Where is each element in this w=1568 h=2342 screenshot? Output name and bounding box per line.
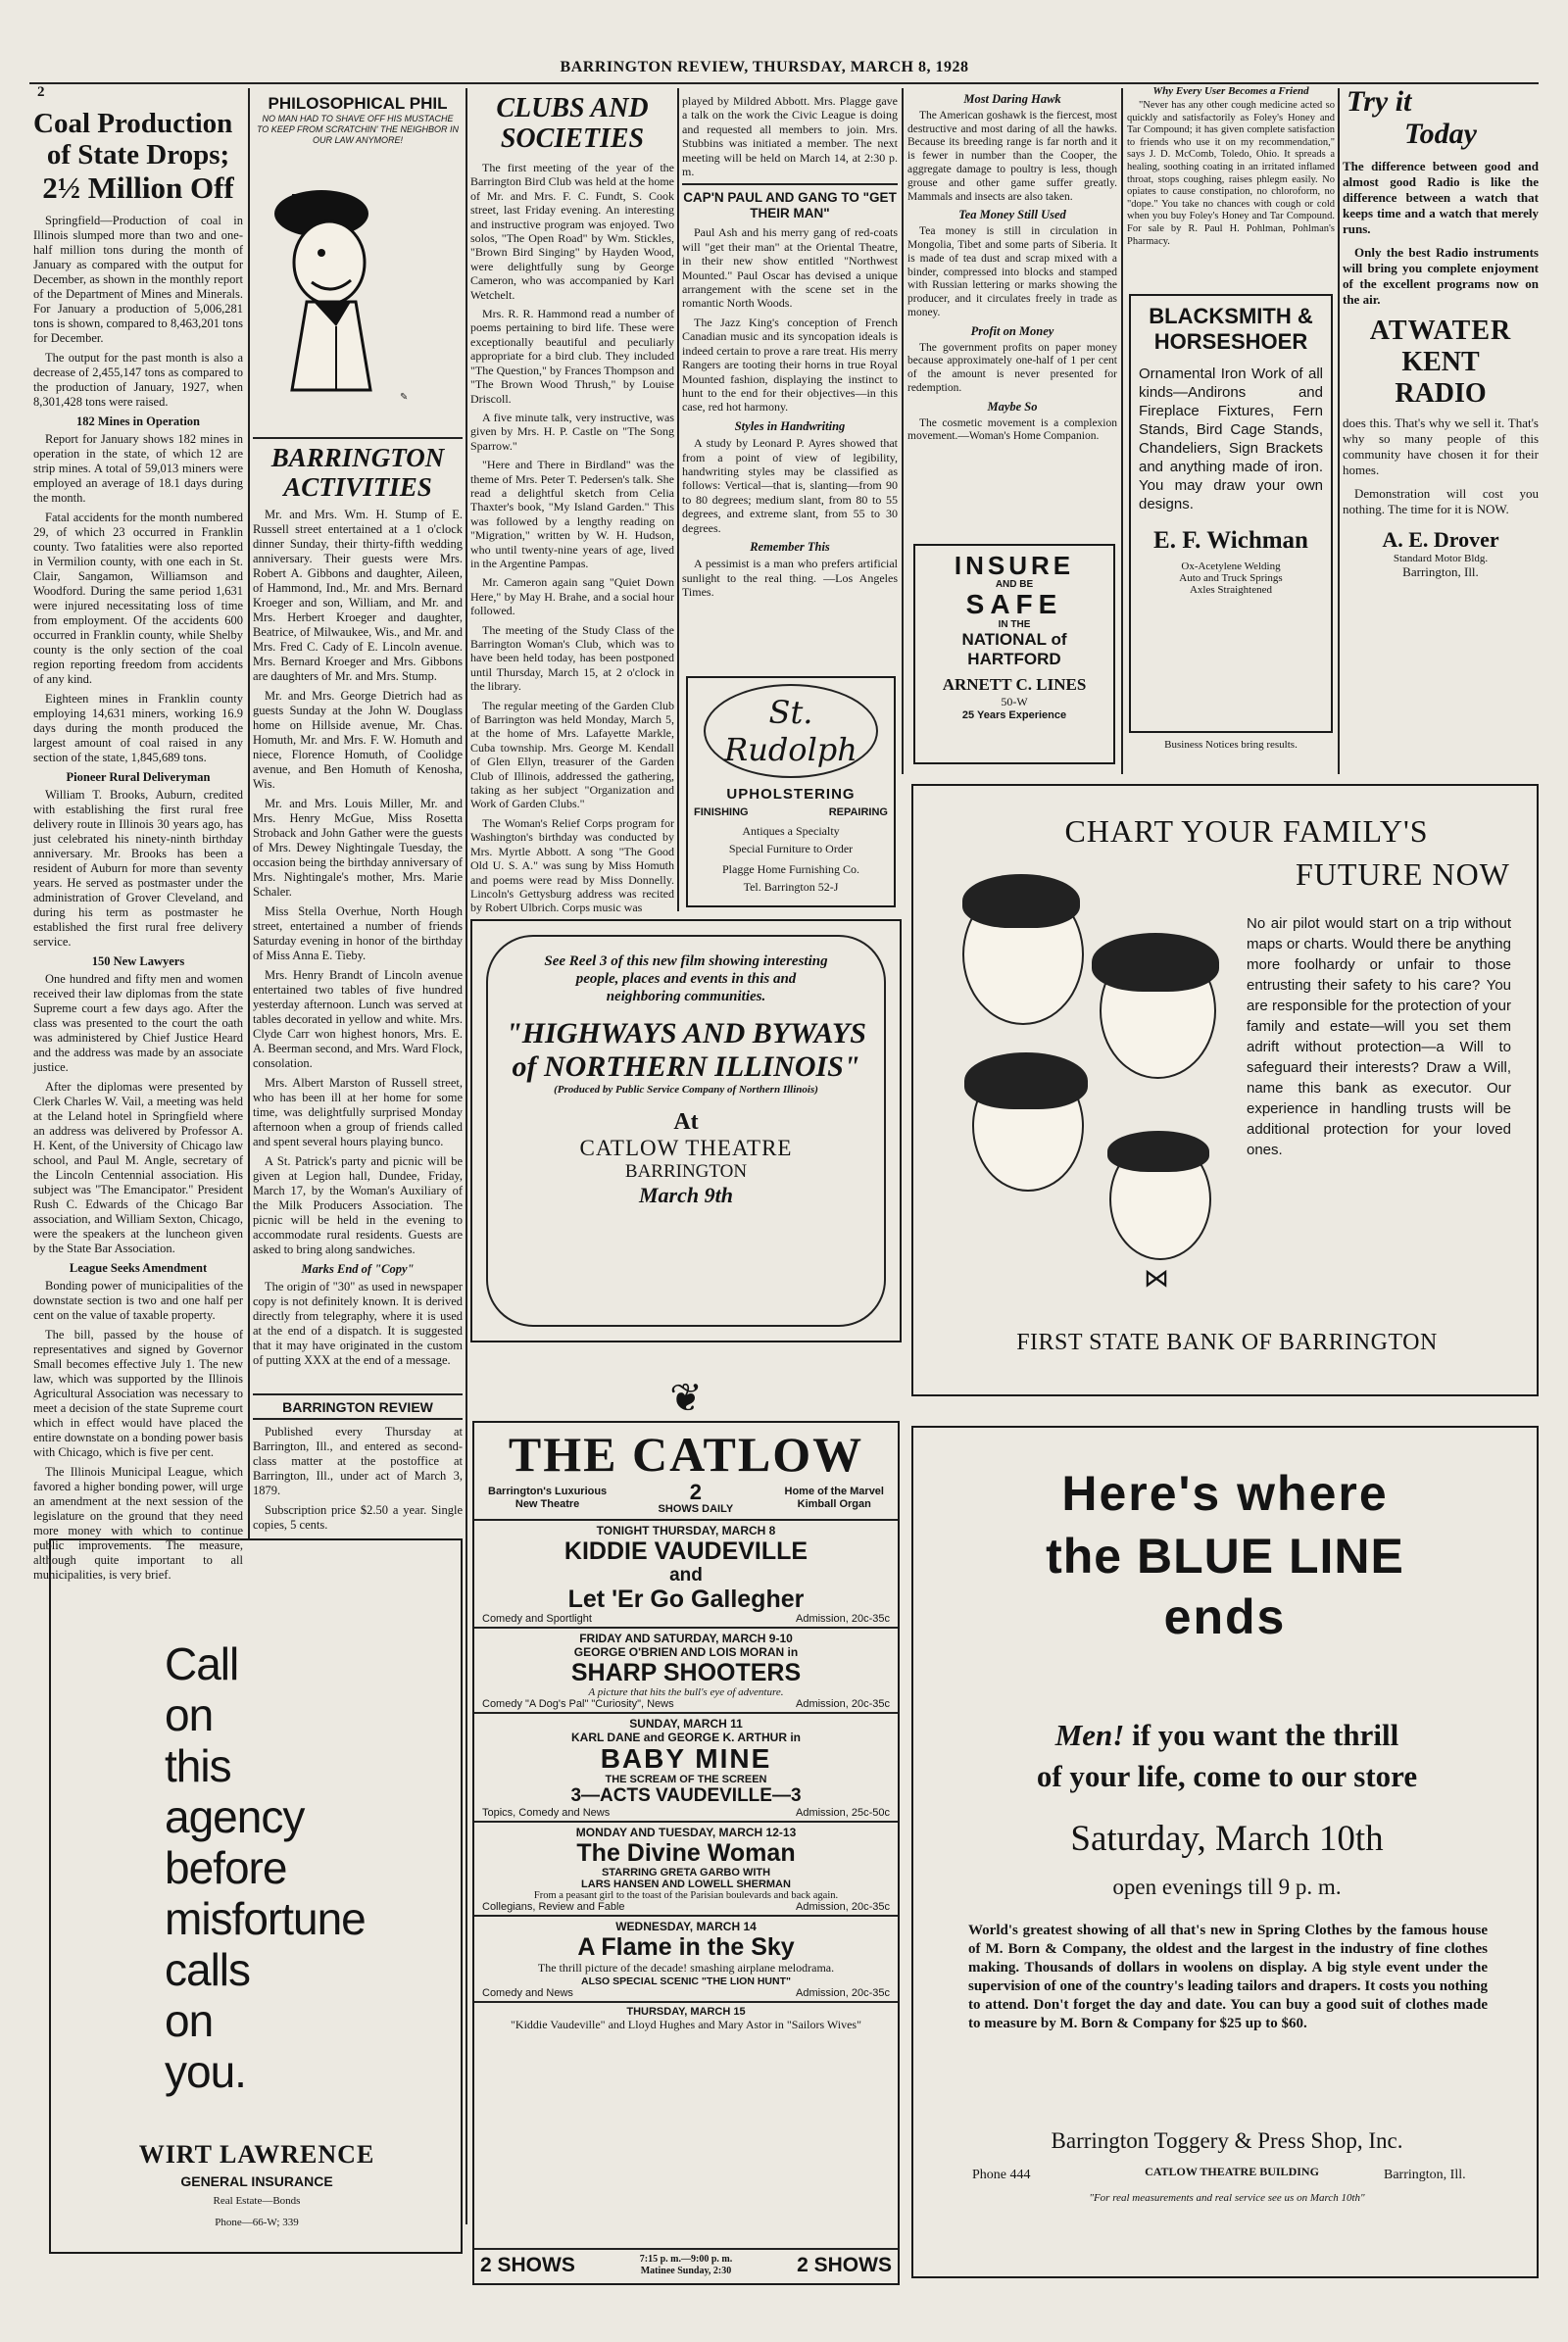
bank-name: FIRST STATE BANK OF BARRINGTON [1016, 1330, 1438, 1355]
insure-line: INSURE [954, 551, 1075, 580]
civic-league-continued [682, 94, 898, 178]
blueline-store-call: of your life, come to our store [1036, 1759, 1418, 1793]
atwater-brand-3: RADIO [1395, 378, 1487, 409]
philosophical-phil [253, 94, 463, 432]
atwater-brand-1: ATWATER [1369, 316, 1512, 346]
insure-line: IN THE [998, 619, 1031, 630]
program-date: MONDAY AND TUESDAY, MARCH 12-13 [575, 1826, 797, 1839]
column-4-articles [682, 94, 898, 672]
program-extras: Comedy and News [482, 1987, 573, 1999]
program-title: Let 'Er Go Gallegher [567, 1586, 805, 1613]
slogan-word: this [165, 1740, 231, 1791]
subheading: Marks End of "Copy" [301, 1262, 415, 1276]
coal-headline-3: 2½ Million Off [42, 171, 234, 205]
highways-intro: See Reel 3 of this new film showing interesting people, places and events in this and neighboring communities. [544, 953, 828, 1004]
foleys-article [1127, 82, 1335, 288]
paragraph: The origin of "30" as used in newspaper copy is not definitely known. It is derived directly from telegraphy, where it is used at the end of a dispatch. It is suggested that it may have originated in the custom of putting XXX at the end of a message. [253, 1280, 463, 1367]
clubs-title-1: CLUBS AND [496, 93, 649, 123]
paragraph: The government profits on paper money because approximately one-half of 1 per cent of the amount is never presented for redemption. [907, 341, 1117, 394]
insure-agent: ARNETT C. LINES [942, 675, 1087, 694]
paragraph: played by Mildred Abbott. Mrs. Plagge gave a talk on the work the Civic League is doing and requested all members to join. Mrs. Stubbins was initiated a member. The next meeting will be held on March 14, at 2:30 p. m. [682, 94, 898, 179]
paragraph: Mrs. Albert Marston of Russell street, who has been ill at her home for some time, was delightfully surprised Monday afternoon when a group of friends called and spent several hours playing bunco. [253, 1076, 463, 1148]
paragraph: Subscription price $2.50 a year. Single copies, 5 cents. [253, 1503, 463, 1532]
blacksmith-title-1: BLACKSMITH & [1149, 304, 1313, 328]
blacksmith-ad [1129, 294, 1333, 733]
bank-title-2: FUTURE NOW [1296, 856, 1510, 892]
subheading: Most Daring Hawk [963, 92, 1061, 106]
program-admission: Admission, 20c-35c [796, 1698, 890, 1710]
subheading: Profit on Money [970, 323, 1054, 338]
rudolph-title: UPHOLSTERING [726, 786, 856, 803]
program-stars: LARS HANSEN AND LOWELL SHERMAN [581, 1878, 791, 1890]
phil-quote-3: OUR LAW ANYMORE! [312, 135, 403, 145]
father-hair [962, 874, 1080, 928]
column-rule [677, 88, 679, 911]
blueline-town: Barrington, Ill. [1384, 2168, 1466, 2182]
paragraph: Report for January shows 182 mines in operation in the state, of which 12 are strip mines. A total of 59,013 miners were employed an average of 18.1 days during the month. [33, 432, 243, 505]
catlow-footer-matinee: Matinee Sunday, 2:30 [640, 2266, 732, 2276]
program-admission: Admission, 25c-50c [796, 1807, 890, 1819]
bowtie-icon: ⋈ [1144, 1264, 1169, 1293]
barrington-activities [253, 443, 463, 1389]
blacksmith-line: Ox-Acetylene Welding [1181, 561, 1281, 572]
wirt-line: Real Estate—Bonds [213, 2195, 301, 2207]
subheading: 182 Mines in Operation [75, 415, 201, 428]
highways-town: BARRINGTON [624, 1161, 748, 1182]
slogan-word: Call [165, 1638, 239, 1689]
subheading: 150 New Lawyers [91, 954, 185, 968]
slogan-word: misfortune [165, 1893, 366, 1944]
paragraph: The meeting of the Study Class of the Barrington Woman's Club, which was to have been held today, has been postponed until Thursday, March 15, at 2 o'clock in the library. [470, 622, 674, 694]
clubs-body [470, 161, 674, 915]
wirt-lawrence-ad [49, 1538, 463, 2254]
program-title: BABY MINE [600, 1743, 772, 1774]
page-number: 2 [37, 84, 45, 100]
program-title: The Divine Woman [576, 1839, 796, 1867]
program-title: KIDDIE VAUDEVILLE [564, 1537, 808, 1565]
paragraph: A pessimist is a man who prefers artificial sunlight to the real thing. —Los Angeles Times. [682, 557, 898, 600]
highways-title-2: of NORTHERN ILLINOIS" [512, 1050, 860, 1083]
program-admission: Admission, 20c-35c [796, 1901, 890, 1913]
column-rule [1338, 88, 1340, 774]
paragraph: One hundred and fifty men and women received their law diplomas from the state Supreme court a few days ago. After the class was presented to the court the oath was administered by Chief Justice Heard and the address was made by an associate justice. [33, 972, 243, 1074]
program-title: and [669, 1565, 703, 1586]
blacksmith-name: E. F. Wichman [1153, 527, 1308, 554]
paragraph: A St. Patrick's party and picnic will be given at Legion hall, Dundee, Friday, March 17, by the Woman's Auxiliary of the Milk Producers Association. The picnic will be held in the evening to accommodate rural residents. Guests are asked to bring along sandwiches. [253, 1154, 463, 1256]
paragraph: "Never has any other cough medicine acted so quickly and satisfactorily as Foley's Honey and Tar Compound; it has given complete satisfaction to friends who use it on my recommendation," says J. D. McComb, Toledo, Ohio. It spreads a healing, soothing coating in an irritated inflamed throat, stops coughing, raises phlegm easily. No opiates to cause constipation, no chloroform, no "dope." You take no chances with cough or cold when you buy Foley's Honey and Tar Compound. For sale by R. Paul H. Pohlman, Pohlman's Pharmacy. [1127, 100, 1335, 247]
catlow-ornament: ❦ [669, 1376, 703, 1420]
rudolph-repairing: REPAIRING [828, 806, 888, 818]
subheading: League Seeks Amendment [69, 1261, 208, 1275]
wirt-line: GENERAL INSURANCE [180, 2173, 333, 2189]
subheading: Styles in Handwriting [734, 418, 846, 433]
highways-byways-ad [470, 919, 902, 1342]
column-5-body [907, 93, 1117, 444]
blueline-text: World's greatest showing of all that's new in Spring Clothes by the famous house of M. Born & Company, the oldest and the largest in the industry of fine clothes making. Thousands of dollars in woolens on display. A big style event under the supervision of one of the country's leading tailors and drapers. It costs you nothing to attend. Don't forget the day and date. You can buy a good suit of clothes made to measure by M. Born & Company for $25 up to $60. [968, 1923, 1488, 2031]
atwater-dealer-line: Standard Motor Bldg. [1393, 553, 1489, 564]
paragraph: The Jazz King's conception of French Canadian music and its syncopation ideals is indeed certain to prove a rare treat. His merry Rangers are tooting their horns in true Royal Mounted fashion, displaying the instinct to hunt to the end for their objectives—in this case, red hot harmony. [682, 315, 898, 415]
catlow-program-item [474, 1821, 898, 1915]
bank-title-1: CHART YOUR FAMILY'S [1064, 813, 1429, 849]
slogan-word: before [165, 1842, 287, 1893]
atwater-try-2: Today [1404, 118, 1477, 150]
paragraph: Published every Thursday at Barrington, Ill., and entered as second-class matter at the postoffice at Barrington, Ill., under act of March 3, 1879. [253, 1425, 463, 1497]
column-rule [466, 88, 467, 2224]
paragraph: The bill, passed by the house of representatives and signed by Governor Small becomes effective July 1. The new law, which was supported by the Illinois Agricultural Association was necessary to meet a decision of the state Supreme court which in effect would have placed the entire downstate on a bonding power basis with Chicago, which is five per cent. [33, 1328, 243, 1459]
catlow-left-line: New Theatre [514, 1498, 580, 1510]
clubs-title-2: SOCIETIES [500, 123, 645, 154]
program-extras: Comedy "A Dog's Pal" "Curiosity", News [482, 1698, 674, 1710]
blueline-title-1: Here's where [1061, 1466, 1389, 1521]
blueline-phone: Phone 444 [972, 2168, 1031, 2182]
paragraph: The output for the past month is also a decrease of 2,455,147 tons as compared to the production of January, 1927, when 8,301,428 tons were raised. [33, 351, 243, 409]
blueline-men: Men! [1054, 1718, 1125, 1752]
insure-line: HARTFORD [967, 650, 1061, 668]
rudolph-line: Antiques a Specialty [742, 824, 840, 838]
paragraph: Bonding power of municipalities of the downstate section is two and one half per cent on the value of taxable property. [33, 1279, 243, 1322]
atwater-text-4: Demonstration will cost you nothing. The time for it is NOW. [1343, 486, 1539, 516]
blacksmith-line: Auto and Truck Springs [1179, 572, 1283, 584]
catlow-shows-daily: SHOWS DAILY [658, 1503, 734, 1515]
program-date: FRIDAY AND SATURDAY, MARCH 9-10 [579, 1632, 793, 1645]
clubs-and-societies [470, 93, 674, 915]
program-tagline: A picture that hits the bull's eye of adventure. [588, 1686, 784, 1698]
highways-produced: (Produced by Public Service Company of Northern Illinois) [554, 1084, 818, 1096]
svg-text:✎: ✎ [400, 392, 409, 403]
atwater-brand-2: KENT [1401, 347, 1480, 377]
blueline-thrill: if you want the thrill [1132, 1718, 1399, 1752]
highways-at: At [673, 1109, 699, 1135]
catlow-footer-shows: 2 SHOWS [480, 2254, 575, 2276]
catlow-theatre-ad [472, 1421, 900, 2285]
coal-headline-1: Coal Production [33, 108, 233, 139]
catlow-footer-shows: 2 SHOWS [797, 2254, 892, 2276]
program-extras: Collegians, Review and Fable [482, 1901, 625, 1913]
coal-headline-2: of State Drops; [46, 139, 230, 171]
blueline-store: Barrington Toggery & Press Shop, Inc. [1051, 2128, 1403, 2153]
program-stars: KARL DANE and GEORGE K. ARTHUR in [570, 1731, 801, 1744]
slogan-word: calls [165, 1944, 251, 1995]
paragraph: Eighteen mines in Franklin county employing 14,631 miners, working 16.9 days during the month produced the largest amount of coal raised in any section of the state, 1,845,689 tons. [33, 692, 243, 764]
paragraph: The cosmetic movement is a complexion movement.—Woman's Home Companion. [907, 416, 1117, 443]
blacksmith-title-2: HORSESHOER [1153, 329, 1308, 354]
column-rule [248, 88, 250, 1538]
subheading: Why Every User Becomes a Friend [1152, 85, 1309, 97]
paragraph: Mr. Cameron again sang "Quiet Down Here," by May H. Brahe, and a social hour followed. [470, 575, 674, 618]
paragraph: Mr. and Mrs. Wm. H. Stump of E. Russell street entertained at a 1 o'clock dinner Sunday, their thirty-fifth wedding anniversary. Their guests were Mrs. Robert A. Gibbons and daughter, Aileen, of Hammond, Ind., Mr. and Mrs. Bernard Kroeger and son, William, and Mr. and Mrs. Herbert Kroeger and daughter, Beatrice, of Milwaukee, Wis., and Mr. and Mrs. Fred C. Cady of E. Lincoln avenue. Mrs. Bernard Kroeger and Mrs. Gibbons are daughters of Mr. and Mrs. Stump. [253, 508, 463, 683]
phil-cartoon-illustration [253, 155, 463, 419]
coal-article [33, 108, 243, 1582]
program-extras: Comedy and Sportlight [482, 1613, 592, 1625]
son-hair [1107, 1131, 1209, 1172]
business-notices: Business Notices bring results. [1164, 739, 1298, 751]
review-box [253, 1399, 463, 1537]
rudolph-upholstering-ad [686, 676, 896, 907]
section-rule [253, 437, 463, 439]
program-date: SUNDAY, MARCH 11 [629, 1717, 743, 1731]
highways-title-1: "HIGHWAYS AND BYWAYS [506, 1017, 866, 1049]
paragraph: Mr. and Mrs. George Dietrich had as guests Sunday at the John W. Douglass home on Hillside avenue, Mr. Chas. Homuth, Mr. and Mrs. F. W. Homuth and niece, Florence Homuth, of Coolidge avenue, and Ben Homuth of Kenosha, Wis. [253, 689, 463, 791]
rudolph-line: Tel. Barrington 52-J [743, 880, 839, 894]
catlow-shows-count: 2 [689, 1480, 702, 1504]
insure-ad [913, 544, 1115, 764]
program-stars: GEORGE O'BRIEN AND LOIS MORAN in [573, 1645, 799, 1659]
rudolph-script-logo: St. Rudolph [704, 684, 878, 778]
column-rule [902, 88, 904, 774]
atwater-dealer-line: Barrington, Ill. [1402, 564, 1479, 579]
program-title: SHARP SHOOTERS [570, 1659, 802, 1686]
paragraph: Paul Ash and his merry gang of red-coats will "get their man" at the Oriental Theatre, in their new show entitled "Northwest Mounted." Paul Oscar has devised a unique arrangement with the scene set in the romantic North Woods. [682, 225, 898, 311]
subheading: Pioneer Rural Deliveryman [66, 770, 211, 784]
highways-date: March 9th [639, 1183, 733, 1207]
program-admission: Admission, 20c-35c [796, 1987, 890, 1999]
atwater-text-1: The difference between good and almost good Radio is like the difference between a watch that keeps time and a watch that merely runs. [1343, 159, 1539, 236]
blueline-date: Saturday, March 10th [1070, 1819, 1384, 1859]
paragraph: A five minute talk, very instructive, was given by Mrs. H. P. Castle on "The Song Sparrow." [470, 410, 674, 453]
blueline-title-2: the BLUE LINE [1046, 1529, 1404, 1584]
bank-text: No air pilot would start on a trip without maps or charts. Would there be anything more foolhardy or unfair to those entrusting their safety to his care? You are responsible for the protection of your family and estate—will you set them adrift without protection—a Will to safeguard their interests? Draw a Will, name this bank as executor. Our experience in handling trusts will be additional protection for your loved ones. [1247, 915, 1511, 1158]
review-box-title: BARRINGTON REVIEW [253, 1399, 463, 1420]
slogan-word: on [165, 1995, 214, 2046]
daughter-hair [964, 1052, 1088, 1109]
wirt-slogan [165, 1638, 419, 2097]
program-tagline: THE SCREAM OF THE SCREEN [605, 1774, 767, 1785]
program-extra: ALSO SPECIAL SCENIC "THE LION HUNT" [581, 1976, 791, 1987]
activities-title-1: BARRINGTON [270, 443, 445, 472]
catlow-right-line: Kimball Organ [797, 1498, 871, 1510]
slogan-word: you. [165, 2046, 246, 2097]
activities-body [253, 508, 463, 1368]
paragraph: Springfield—Production of coal in Illinois slumped more than two and one-half million tons during the month of January as compared with the output for December, as shown in the monthly report of the Department of Mines and Minerals. For January a production of 5,006,281 tons is shown, compared to 8,463,201 tons for December. [33, 214, 243, 345]
paragraph: Miss Stella Overhue, North Hough street, entertained a number of friends Saturday evening in honor of the birthday of Miss Anna E. Tieby. [253, 904, 463, 962]
blue-line-ad [911, 1426, 1539, 2278]
atwater-dealer: A. E. Drover [1382, 527, 1499, 552]
paragraph: Mrs. R. R. Hammond read a number of poems pertaining to bird life. These were exceptionally beautiful and peculiarly appropriate for a bird club. They included "The Question," by Frances Thompson and "The Brown Wood Thrush," by Louise Driscoll. [470, 307, 674, 406]
program-extras: Topics, Comedy and News [482, 1807, 611, 1819]
program-stars: STARRING GRETA GARBO WITH [601, 1867, 771, 1878]
rudolph-finishing: FINISHING [694, 806, 749, 818]
insure-line: AND BE [995, 579, 1034, 590]
paragraph: The Illinois Municipal League, which favored a higher bonding power, will urge an amendment at the next session of the legislature on the ground that they need more money with which to continue public improvements. The measure, although quite important to all municipalities, is very brief. [33, 1465, 243, 1582]
program-date: WEDNESDAY, MARCH 14 [615, 1920, 757, 1933]
blueline-building: CATLOW THEATRE BUILDING [1145, 2165, 1319, 2178]
column-5-articles [907, 90, 1117, 541]
column-rule [1121, 88, 1123, 774]
blacksmith-text: Ornamental Iron Work of all kinds—Andirons and Fireplace Fixtures, Fern Stands, Bird Cage Stands, Chandeliers, Sign Brackets and anything made of iron. You may draw your own designs. [1139, 366, 1323, 512]
paragraph: "Here and There in Birdland" was the theme of Mrs. Peter T. Pedersen's talk. She read a delightful sketch from Celia Thaxter's book, "My Island Garden." This was followed by a lengthy reading on "Migration," written by W. H. Hudson, who until twenty-nine years of age, lived in the Argentine Pampas. [470, 458, 674, 570]
paragraph: The regular meeting of the Garden Club of Barrington was held Monday, March 5, at the home of Mrs. Lafayette Markle, Cuba township. Mrs. George M. Kendall of Glen Ellyn, treasurer of the Garden Club of Illinois, addressed the gathering, taking as her subject "Organization and Work of Garden Clubs." [470, 698, 674, 811]
review-box-text [253, 1425, 463, 1533]
paragraph: Fatal accidents for the month numbered 29, of which 23 occurred in Franklin county. Two fatalities were also reported in Vermilion county, with one each in St. Clair, Sangamon, Williamson and Woodford. During the same period 1,631 were injured necessitating loss of time from employment. Of the accidents 600 occurred in Franklin county, while Shelby county is the only section of the coal region reporting freedom from accidents of any kind. [33, 511, 243, 686]
mother-hair [1092, 933, 1219, 992]
blueline-title-3: ends [1163, 1589, 1287, 1644]
insure-phone: 50-W [1001, 695, 1028, 708]
catlow-program-item [474, 1712, 898, 1821]
insure-line: NATIONAL of [961, 630, 1067, 649]
wirt-name: WIRT LAWRENCE [138, 2140, 375, 2169]
capn-paul-headline: CAP'N PAUL AND GANG TO "GET THEIR MAN" [682, 183, 898, 221]
paragraph: Mrs. Henry Brandt of Lincoln avenue entertained two tables of five hundred yesterday afternoon. Lunch was served at tables decorated in yellow and white. Mrs. Clyde Carr won highest honors, Mrs. E. A. Beerman second, and Mrs. Ward Flock, consolation. [253, 968, 463, 1070]
insure-years: 25 Years Experience [961, 709, 1067, 721]
activities-title-2: ACTIVITIES [283, 472, 432, 502]
catlow-left-line: Barrington's Luxurious [488, 1486, 608, 1497]
family-portrait-illustration [933, 864, 1227, 1325]
phil-quote-1: NO MAN HAD TO SHAVE OFF HIS MUSTACHE [262, 114, 454, 123]
slogan-word: on [165, 1689, 214, 1740]
coal-body [33, 214, 243, 1583]
paragraph: The first meeting of the year of the Barrington Bird Club was held at the home of Mr. and Mrs. F. C. Fundt, S. Cook street, last Friday evening. An interesting and instructive program was enjoyed. Two solos, "The Open Road" by Wm. Stickles, "Brown Bird Singing" by Hayden Wood, were delightfully sung by George Cameron, who was accompanied by Karl Wetchelt. [470, 161, 674, 302]
catlow-right-line: Home of the Marvel [784, 1486, 884, 1497]
paragraph: After the diplomas were presented by Clerk Charles W. Vail, a meeting was held at the Leland hotel in Springfield where an address was delivered by Professor A. H. Kent, of the University of Chicago law school, and Paul M. Angle, secretary of the Lincoln Centennial association. His subject was "The Emancipator." President Rush C. Edwards of the Chicago Bar association, and William Sexton, Chicago, were the speakers at the luncheon given by the State Bar Association. [33, 1080, 243, 1255]
atwater-text-2: Only the best Radio instruments will bring you complete enjoyment of the excellent programs now on the air. [1343, 245, 1539, 307]
atwater-kent-ad [1343, 86, 1539, 772]
paragraph: Mr. and Mrs. Louis Miller, Mr. and Mrs. Henry McGue, Miss Rosetta Stroback and John Gather were the guests of Mrs. Dewey Nightingale Tuesday, the occasion being the birthday anniversary of Mrs. Nightingale's mother, Mrs. Marie Schaler. [253, 797, 463, 899]
catlow-footer-times: 7:15 p. m.—9:00 p. m. [639, 2254, 733, 2265]
catlow-title: THE CATLOW [508, 1427, 864, 1482]
program-tagline: From a peasant girl to the toast of the Parisian boulevards and back again. [533, 1890, 839, 1901]
masthead-title: BARRINGTON REVIEW, THURSDAY, MARCH 8, 1928 [560, 59, 969, 75]
paragraph: The American goshawk is the fiercest, most destructive and most daring of all the hawks. Because its breeding range is far north and it is fewer in number than the Cooper, the aggregate damage to poultry is less, though grouse and other game suffer greatly. Mammals and insects are also taken. [907, 109, 1117, 203]
blacksmith-line: Axles Straightened [1189, 584, 1272, 596]
paragraph: The Woman's Relief Corps program for Washington's birthday was conducted by Mrs. Myrtle Abbott. A song "The Good Old U. S. A." was sung by Miss Homuth and poems were read by Miss Donnelly. Lincoln's Gettysburg address was recited by Robert Ulbrich. Corps music was [470, 815, 674, 915]
foleys-body [1127, 100, 1335, 248]
atwater-text-3: does this. That's why we sell it. That's why so many people of this community have chosen it for their homes. [1343, 415, 1539, 477]
atwater-try-1: Try it [1347, 85, 1412, 118]
highways-theatre: CATLOW THEATRE [579, 1136, 793, 1160]
capn-paul-body [682, 225, 898, 599]
paragraph: Tea money is still in circulation in Mongolia, Tibet and some parts of Siberia. It is made of tea dust and scrap mixed with a binder, compressed into blocks and stamped with Russian lettering or marks showing the producer, and it circulates freely in trade as money. [907, 225, 1117, 318]
rudolph-line: Plagge Home Furnishing Co. [722, 862, 859, 876]
section-rule [253, 1393, 463, 1395]
subheading: Tea Money Still Used [958, 208, 1066, 222]
subheading: Maybe So [987, 399, 1038, 414]
wirt-line: Phone—66-W; 339 [215, 2217, 299, 2228]
slogan-word: agency [165, 1791, 305, 1842]
program-tagline: The thrill picture of the decade! smashing airplane melodrama. [537, 1961, 835, 1975]
program-extra: 3—ACTS VAUDEVILLE—3 [570, 1785, 802, 1806]
phil-quote-2: TO KEEP FROM SCRATCHIN' THE NEIGHBOR IN [256, 124, 460, 134]
paragraph: William T. Brooks, Auburn, credited with establishing the first rural free delivery route in Illinois 30 years ago, has just celebrated his ninety-ninth birthday anniversary. Mr. Brooks has been a resident of Auburn for more than seventy years. He served as postmaster under the administration of Grover Cleveland, and during his term as postmaster he established the first rural free delivery service. [33, 788, 243, 949]
blueline-open: open evenings till 9 p. m. [1112, 1875, 1342, 1899]
program-date: THURSDAY, MARCH 15 [626, 2006, 746, 2018]
catlow-program-item [474, 1915, 898, 2001]
first-state-bank-ad [911, 784, 1539, 1396]
subheading: Remember This [750, 539, 830, 554]
phil-title: PHILOSOPHICAL PHIL [268, 94, 448, 113]
program-title: A Flame in the Sky [577, 1933, 795, 1961]
catlow-program-item [474, 1519, 898, 1627]
catlow-program-item [474, 1627, 898, 1712]
program-date: TONIGHT THURSDAY, MARCH 8 [596, 1524, 776, 1537]
program-admission: Admission, 20c-35c [796, 1613, 890, 1625]
rudolph-line: Special Furniture to Order [728, 842, 854, 855]
blueline-footer: "For real measurements and real service see us on March 10th" [1089, 2192, 1365, 2204]
catlow-program-item [474, 2001, 898, 2033]
program-tagline: "Kiddie Vaudeville" and Lloyd Hughes and Mary Astor in "Sailors Wives" [511, 2018, 861, 2031]
paragraph: A study by Leonard P. Ayres showed that from a point of view of legibility, handwriting styles may be classified as follows: Vertical—that is, slanting—from 90 to 80 degrees; medium slant, from 80 to 55 degrees, and extreme slant, from 55 to 30 degrees. [682, 436, 898, 535]
insure-line: SAFE [965, 589, 1063, 619]
